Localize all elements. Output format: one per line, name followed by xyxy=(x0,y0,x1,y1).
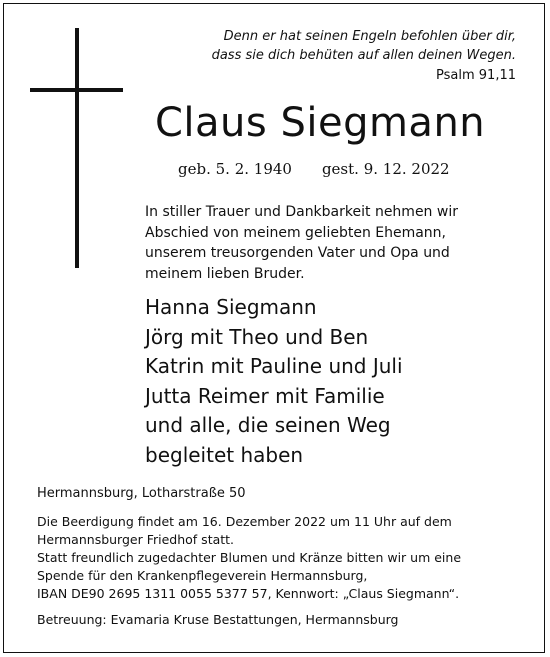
intro-line: meinem lieben Bruder. xyxy=(145,265,305,282)
intro-line: unserem treusorgenden Vater und Opa und xyxy=(145,245,450,261)
family-address: Hermannsburg, Lotharstraße 50 xyxy=(37,486,246,501)
psalm-reference: Psalm 91,11 xyxy=(436,68,516,83)
funeral-home-note: Betreuung: Evamaria Kruse Bestattungen, Hermannsburg xyxy=(37,612,399,627)
death-date: gest. 9. 12. 2022 xyxy=(321,160,450,178)
mourner-line: Jutta Reimer mit Familie xyxy=(145,383,385,408)
life-dates xyxy=(178,160,450,178)
mourner-line: Katrin mit Pauline und Juli xyxy=(145,354,403,378)
burial-info xyxy=(37,513,461,549)
verse-line: dass sie dich behüten auf allen deinen Wegen. xyxy=(211,48,516,63)
donation-request xyxy=(37,549,461,603)
donation-line: Statt freundlich zugedachter Blumen und Kränze bitten wir um eine xyxy=(37,550,462,565)
psalm-verse xyxy=(156,27,516,65)
intro-line: In stiller Trauer und Dankbarkeit nehmen wir xyxy=(145,204,458,220)
birth-date: geb. 5. 2. 1940 xyxy=(178,160,292,178)
deceased-name: Claus Siegmann xyxy=(155,100,486,146)
mourning-intro xyxy=(145,202,458,284)
mourner-line: Hanna Siegmann xyxy=(145,295,317,319)
mourners-list xyxy=(145,293,403,470)
cross-horizontal-bar xyxy=(30,88,123,92)
cross-vertical-bar xyxy=(75,28,79,268)
mourner-line: Jörg mit Theo und Ben xyxy=(145,324,369,349)
intro-line: Abschied von meinem geliebten Ehemann, xyxy=(145,224,447,241)
burial-line: Hermannsburger Friedhof statt. xyxy=(37,532,235,547)
burial-line: Die Beerdigung findet am 16. Dezember 2022 um 11 Uhr auf dem xyxy=(37,514,452,529)
donation-line: Spende für den Krankenpflegeverein Hermannsburg, xyxy=(37,568,368,583)
donation-line: IBAN DE90 2695 1311 0055 5377 57, Kennwort: „Claus Siegmann“. xyxy=(37,586,460,601)
mourner-line: begleitet haben xyxy=(145,442,304,467)
verse-line: Denn er hat seinen Engeln befohlen über dir, xyxy=(223,29,516,44)
funeral-notice xyxy=(37,513,461,603)
mourner-line: und alle, die seinen Weg xyxy=(145,413,391,437)
